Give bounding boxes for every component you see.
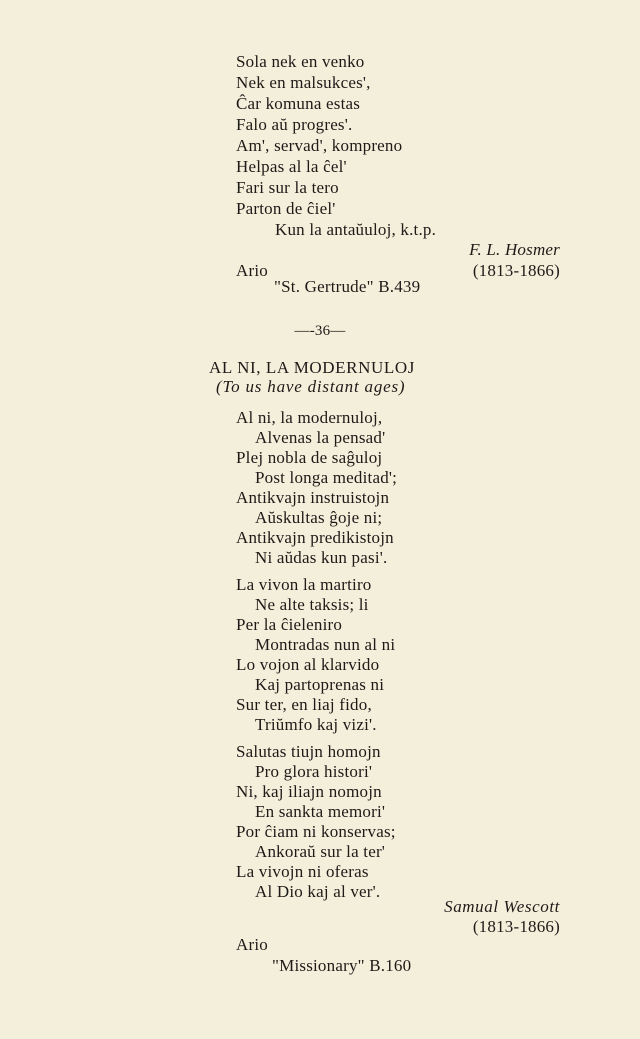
verse-line: Plej nobla de saĝuloj	[236, 448, 383, 467]
verse-line: Am', servad', kompreno	[236, 136, 403, 155]
verse-line: Nek en malsukces',	[236, 73, 371, 92]
verse-line: Montradas nun al ni	[255, 635, 396, 654]
verse-line: Fari sur la tero	[236, 178, 339, 197]
verse-line: Al Dio kaj al ver'.	[255, 882, 381, 901]
verse-line: Falo aŭ progres'.	[236, 115, 353, 134]
verse-line: Sola nek en venko	[236, 52, 365, 71]
author-years: (1813-1866)	[472, 261, 560, 280]
verse-line: Sur ter, en liaj fido,	[236, 695, 372, 714]
tune-name: "St. Gertrude" B.439	[274, 277, 421, 296]
verse-line: Por ĉiam ni konservas;	[236, 822, 396, 841]
verse-line: Antikvajn predikistojn	[236, 528, 394, 547]
verse-line: Lo vojon al klarvido	[236, 655, 380, 674]
author-years: (1813-1866)	[472, 917, 560, 936]
verse-line: Kaj partoprenas ni	[255, 675, 385, 694]
verse-line: Per la ĉieleniro	[236, 615, 343, 634]
verse-line: La vivon la martiro	[236, 575, 372, 594]
verse-line: Ni aŭdas kun pasi'.	[255, 548, 388, 567]
tune-label: Ario	[236, 935, 268, 954]
verse-line: Pro glora histori'	[255, 762, 373, 781]
verse-line: Ĉar komuna estas	[236, 94, 361, 113]
tune-name: "Missionary" B.160	[272, 956, 412, 975]
verse-line: Ne alte taksis; li	[255, 595, 369, 614]
verse-line: Salutas tiujn homojn	[236, 742, 381, 761]
verse-line: Helpas al la ĉel'	[236, 157, 347, 176]
author-name: Samual Wescott	[444, 897, 560, 916]
verse-line: Al ni, la modernuloj,	[236, 408, 383, 427]
verse-line: En sankta memori'	[255, 802, 386, 821]
hymn-title: AL NI, LA MODERNULOJ	[209, 358, 415, 377]
tune-label: Ario	[236, 261, 268, 280]
author-name: F. L. Hosmer	[469, 240, 560, 259]
verse-line: Aŭskultas ĝoje ni;	[255, 508, 383, 527]
verse-line: La vivojn ni oferas	[236, 862, 369, 881]
verse-line: Antikvajn instruistojn	[236, 488, 390, 507]
refrain-line: Kun la antaŭuloj, k.t.p.	[275, 220, 437, 239]
hymn-subtitle: (To us have distant ages)	[216, 377, 406, 396]
verse-line: Ankoraŭ sur la ter'	[255, 842, 386, 861]
verse-line: Ni, kaj iliajn nomojn	[236, 782, 382, 801]
verse-line: Post longa meditad';	[255, 468, 398, 487]
hymn-number: —-36—	[294, 323, 346, 339]
verse-line: Triŭmfo kaj vizi'.	[255, 715, 377, 734]
verse-line: Parton de ĉiel'	[236, 199, 336, 218]
verse-line: Alvenas la pensad'	[255, 428, 386, 447]
